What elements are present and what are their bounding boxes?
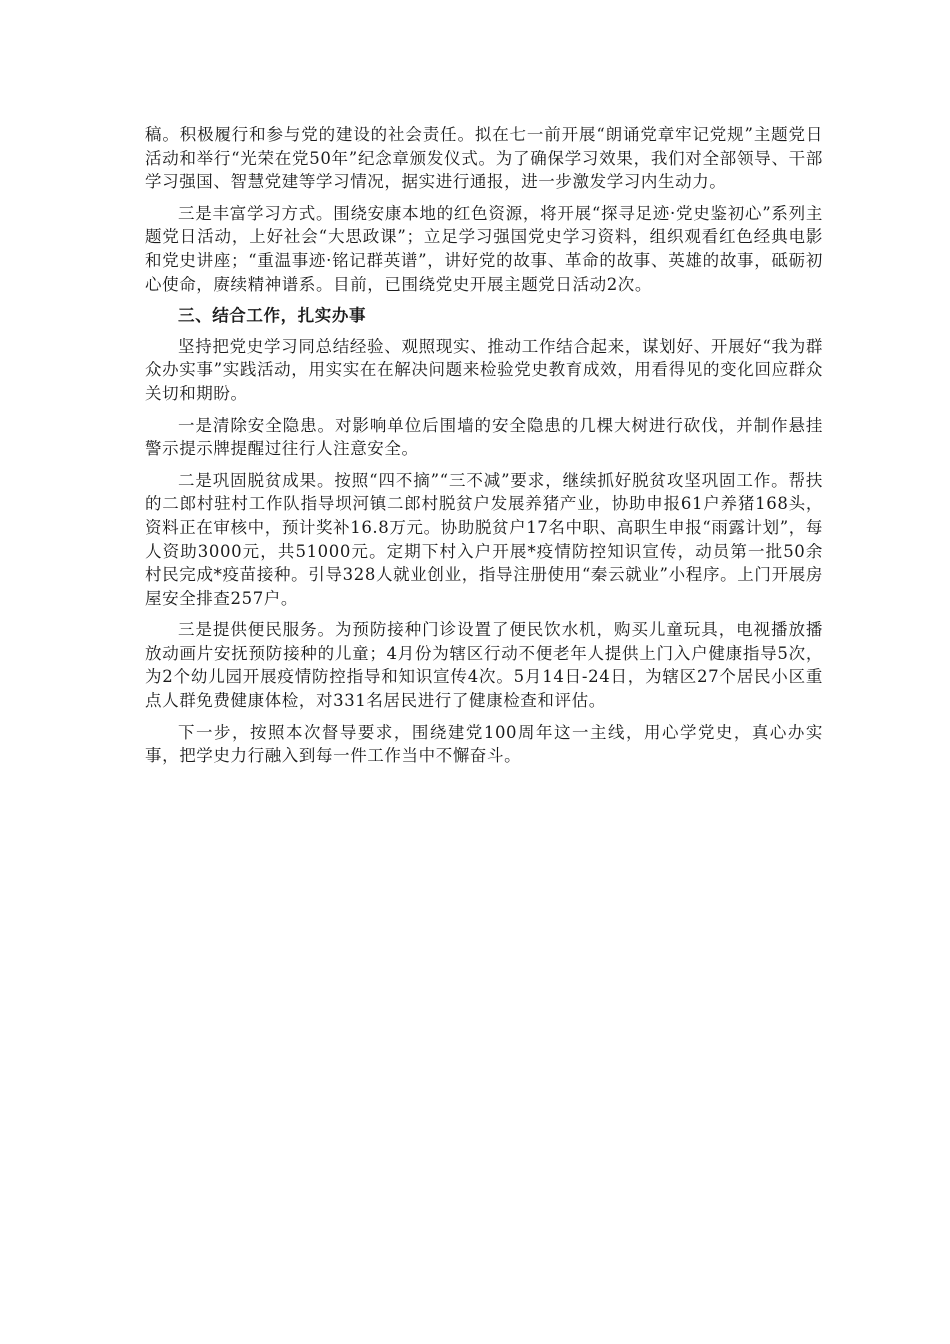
paragraph-study-methods: 三是丰富学习方式。围绕安康本地的红色资源，将开展“探寻足迹·党史鉴初心”系列主题党日活动，上好社会“大思政课”；立足学习强国党史学习资料，组织观看红色经典电影和党史讲座；“重温事迹·铭记群英谱”，讲好党的故事、革命的故事、英雄的故事，砥砺初心使命，赓续精神谱系。目前，已围绕党史开展主题党日活动2次。 <box>145 203 823 294</box>
paragraph-section-intro: 坚持把党史学习同总结经验、观照现实、推动工作结合起来，谋划好、开展好“我为群众办实事”实践活动，用实实在在解决问题来检验党史教育成效，用看得见的变化回应群众关切和期盼。 <box>145 336 823 403</box>
document-body <box>145 123 823 776</box>
paragraph-next-steps: 下一步，按照本次督导要求，围绕建党100周年这一主线，用心学党史，真心办实事，把学史力行融入到每一件工作当中不懈奋斗。 <box>145 722 823 766</box>
paragraph-convenience-services: 三是提供便民服务。为预防接种门诊设置了便民饮水机，购买儿童玩具，电视播放播放动画片安抚预防接种的儿童；4月份为辖区行动不便老年人提供上门入户健康指导5次，为2个幼儿园开展疫情防控指导和知识宣传4次。5月14日-24日，为辖区27个居民小区重点人群免费健康体检，对331名居民进行了健康检查和评估。 <box>145 620 823 711</box>
paragraph-poverty-results: 二是巩固脱贫成果。按照“四不摘”“三不减”要求，继续抓好脱贫攻坚巩固工作。帮扶的二郎村驻村工作队指导坝河镇二郎村脱贫户发展养猪产业，协助申报61户养猪168头，资料正在审核中，预计奖补16.8万元。协助脱贫户17名中职、高职生申报“雨露计划”，每人资助3000元，共51000元。定期下村入户开展*疫情防控知识宣传，动员第一批50余村民完成*疫苗接种。引导328人就业创业，指导注册使用“秦云就业”小程序。上门开展房屋安全排查257户。 <box>145 470 823 608</box>
section-heading: 三、结合工作，扎实办事 <box>178 306 367 326</box>
paragraph-continuation: 稿。积极履行和参与党的建设的社会责任。拟在七一前开展“朗诵党章牢记党规”主题党日活动和举行“光荣在党50年”纪念章颁发仪式。为了确保学习效果，我们对全部领导、干部学习强国、智慧党建等学习情况，据实进行通报，进一步激发学习内生动力。 <box>145 125 823 192</box>
paragraph-safety-hazards: 一是清除安全隐患。对影响单位后围墙的安全隐患的几棵大树进行砍伐，并制作悬挂警示提示牌提醒过往行人注意安全。 <box>145 415 823 459</box>
